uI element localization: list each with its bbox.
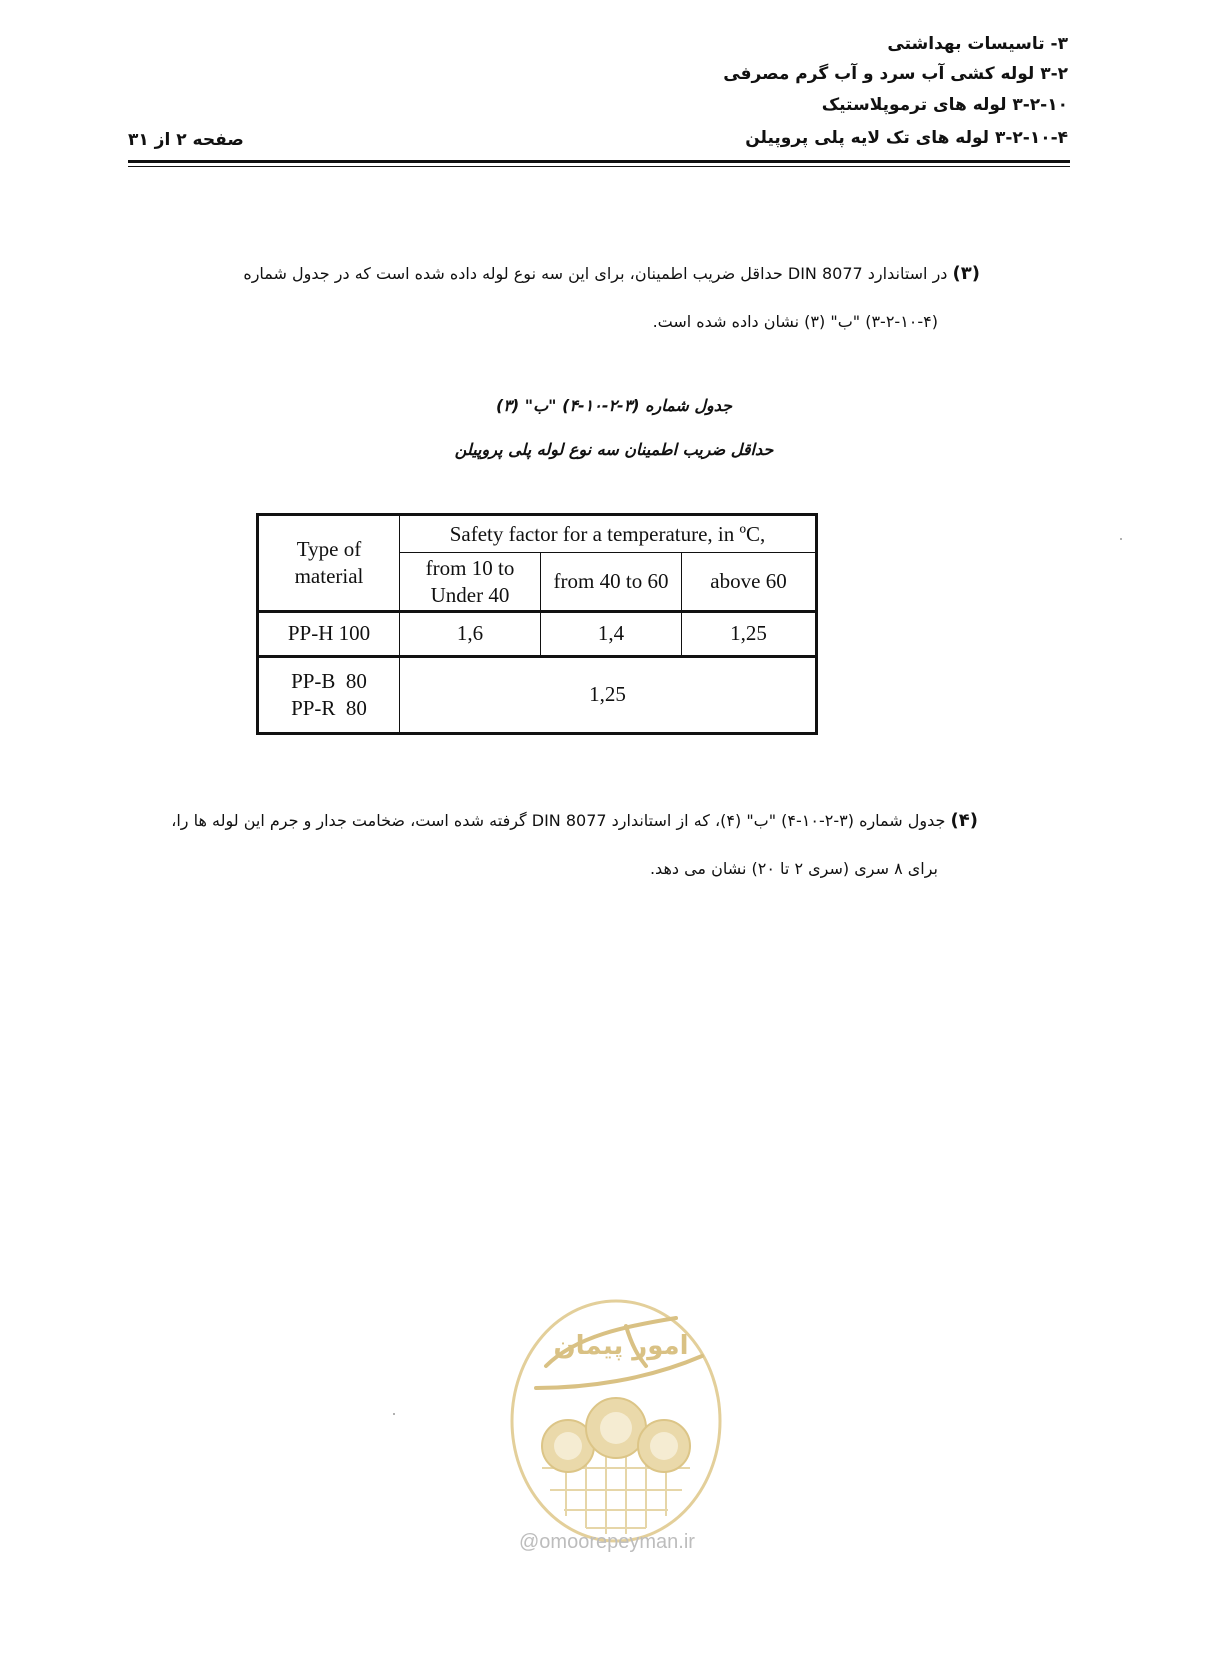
- header-subsection: ۳-۲-۱۰ لوله های ترموپلاستیک: [821, 95, 1068, 115]
- material-pp-b: PP-B 80: [291, 668, 367, 693]
- paragraph-text: در استاندارد DIN 8077 حداقل ضریب اطمینان، برای این سه نوع لوله داده شده است که در جدول شماره: [243, 264, 948, 283]
- paragraph-4-continued: برای ۸ سری (سری ۲ تا ۲۰) نشان می دهد.: [649, 859, 938, 878]
- paragraph-4: [118, 797, 978, 844]
- safety-factor-table: [256, 513, 818, 735]
- cell-value: 1,4: [541, 612, 682, 656]
- paragraph-3-continued: (۳-۲-۱۰-۴) "ب" (۳) نشان داده شده است.: [652, 312, 938, 331]
- watermark-logo-text: امور پیمان: [553, 1331, 689, 1361]
- cell-value: 1,25: [400, 656, 817, 734]
- paragraph-3: [200, 250, 980, 297]
- header-chapter: ۳- تاسیسات بهداشتی: [887, 34, 1068, 54]
- paragraph-text: جدول شماره (۳-۲-۱۰-۴) "ب" (۴)، که از استاندارد DIN 8077 گرفته شده است، ضخامت جدار و جرم این لوله ها را،: [171, 811, 946, 830]
- header-temp-40-60: from 40 to 60: [541, 553, 682, 612]
- header-material-label: Type of material: [294, 537, 364, 589]
- header-topic: ۳-۲-۱۰-۴ لوله های تک لایه پلی پروپیلن: [745, 128, 1068, 148]
- header-section: ۳-۲ لوله کشی آب سرد و آب گرم مصرفی: [723, 64, 1068, 84]
- header-temp-above-60: above 60: [682, 553, 817, 612]
- cell-value: 1,25: [682, 612, 817, 656]
- header-rule-thin: [128, 166, 1070, 167]
- paragraph-number: (۳): [952, 263, 980, 284]
- header-temp-10-40: from 10 to Under 40: [400, 553, 541, 612]
- cell-material: [258, 656, 400, 734]
- scan-speck: [393, 1413, 395, 1415]
- material-pp-r: PP-R 80: [291, 695, 367, 720]
- cell-material: PP-H 100: [258, 612, 400, 656]
- watermark-logo-icon: [506, 1296, 726, 1546]
- header-safety-factor: Safety factor for a temperature, in ºC,: [400, 515, 817, 553]
- scan-speck: [1120, 538, 1122, 540]
- watermark-site: @omoorepeyman.ir: [519, 1531, 695, 1553]
- header-material: [258, 515, 400, 612]
- cell-value: 1,6: [400, 612, 541, 656]
- page-number: صفحه ۲ از ۳۱: [128, 130, 244, 150]
- table-title: جدول شماره (۳-۲-۱۰-۴) "ب" (۳): [495, 396, 733, 415]
- table-subtitle: حداقل ضریب اطمینان سه نوع لوله پلی پروپیلن: [454, 440, 774, 459]
- header-rule: [128, 160, 1070, 163]
- paragraph-number: (۴): [950, 810, 978, 831]
